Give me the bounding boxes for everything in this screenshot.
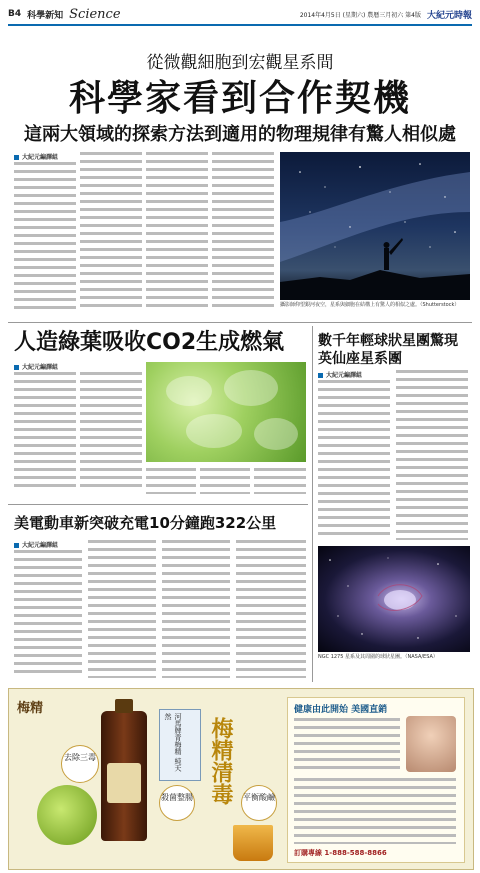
co2-body-col-1 [14, 372, 76, 492]
ad-side-banner-text: 河馬牌青梅精 純天然 [164, 713, 182, 772]
page-header [8, 6, 472, 22]
page-number: B4 [8, 9, 22, 19]
stars-body-col-1 [318, 380, 390, 540]
ad-right-panel [287, 697, 465, 863]
date-issue: 2014年4月5日 (星期六) 農曆三月初六 第4版 [299, 11, 421, 19]
co2-body-col-2 [80, 372, 142, 492]
battery-byline: 大紀元編譯組 [14, 540, 58, 549]
lead-body-col-1 [14, 162, 76, 312]
stars-photo-galaxy [318, 546, 470, 652]
co2-byline: 大紀元編譯組 [14, 362, 58, 371]
galaxy-illustration [318, 546, 470, 652]
lead-photo-caption: 攝影師仰望銀河夜空，星系與細胞在結構上有驚人的相似之處。（Shutterstock） [280, 302, 460, 308]
ad-title: 梅精清毒 [208, 717, 233, 805]
stars-photo-caption: NGC 1275 星系及其周圍的球狀星團。（NASA/ESA） [318, 654, 438, 660]
lead-byline: 大紀元編譯組 [14, 152, 58, 161]
battery-body-col-4 [236, 540, 306, 678]
lead-kicker: 從微觀細胞到宏觀星系間 [146, 53, 334, 73]
lead-body-col-2 [80, 152, 142, 312]
ad-portrait [406, 716, 456, 772]
stars-byline: 大紀元編譯組 [318, 370, 362, 379]
header-rule [8, 24, 472, 26]
night-sky-illustration [280, 152, 470, 300]
paper-logo: 大紀元時報 [426, 10, 472, 21]
lead-headline: 科學家看到合作契機 [68, 78, 411, 119]
co2-body-col-3 [146, 468, 196, 494]
co2-body-col-5 [254, 468, 306, 494]
co2-photo-leaves [146, 362, 306, 462]
ad-brand: 梅精 [17, 701, 44, 716]
ad-plum-image [37, 785, 97, 845]
ad-contact[interactable]: 訂購專線 1-888-588-8866 [294, 849, 387, 857]
section-divider [8, 322, 472, 323]
stars-headline-2: 英仙座星系團 [318, 351, 402, 367]
ad-drink-glass [233, 825, 273, 861]
battery-body-col-2 [88, 540, 156, 678]
co2-body-col-4 [200, 468, 250, 494]
stars-body-col-2 [396, 370, 468, 540]
advertisement[interactable] [8, 688, 474, 870]
ad-badge-3: 平衡酸鹼 [241, 785, 277, 821]
section-divider-2 [8, 504, 308, 505]
ad-right-text-1 [294, 718, 400, 772]
ad-badge-1: 去除三毒 [61, 745, 99, 783]
lead-body-col-4 [212, 152, 274, 312]
co2-headline: 人造綠葉吸收CO2生成燃氣 [14, 330, 285, 355]
ad-side-banner [159, 709, 201, 781]
lead-subhead: 這兩大領域的探索方法到適用的物理規律有驚人相似處 [24, 124, 456, 145]
column-divider [312, 326, 313, 682]
ad-bottle [101, 711, 147, 841]
lead-body-col-3 [146, 152, 208, 312]
stars-headline-1: 數千年輕球狀星團驚現 [318, 333, 458, 349]
battery-body-col-1 [14, 550, 82, 678]
battery-body-col-3 [162, 540, 230, 678]
ad-badge-2: 殺菌整腸 [159, 785, 195, 821]
ad-right-title: 健康由此開始 美國直銷 [294, 705, 388, 715]
section-title: 科學新知 [27, 10, 64, 21]
ad-right-text-2 [294, 778, 456, 844]
section-title-en: Science [69, 6, 121, 22]
lead-photo [280, 152, 470, 300]
battery-headline: 美電動車新突破充電10分鐘跑322公里 [14, 514, 277, 532]
